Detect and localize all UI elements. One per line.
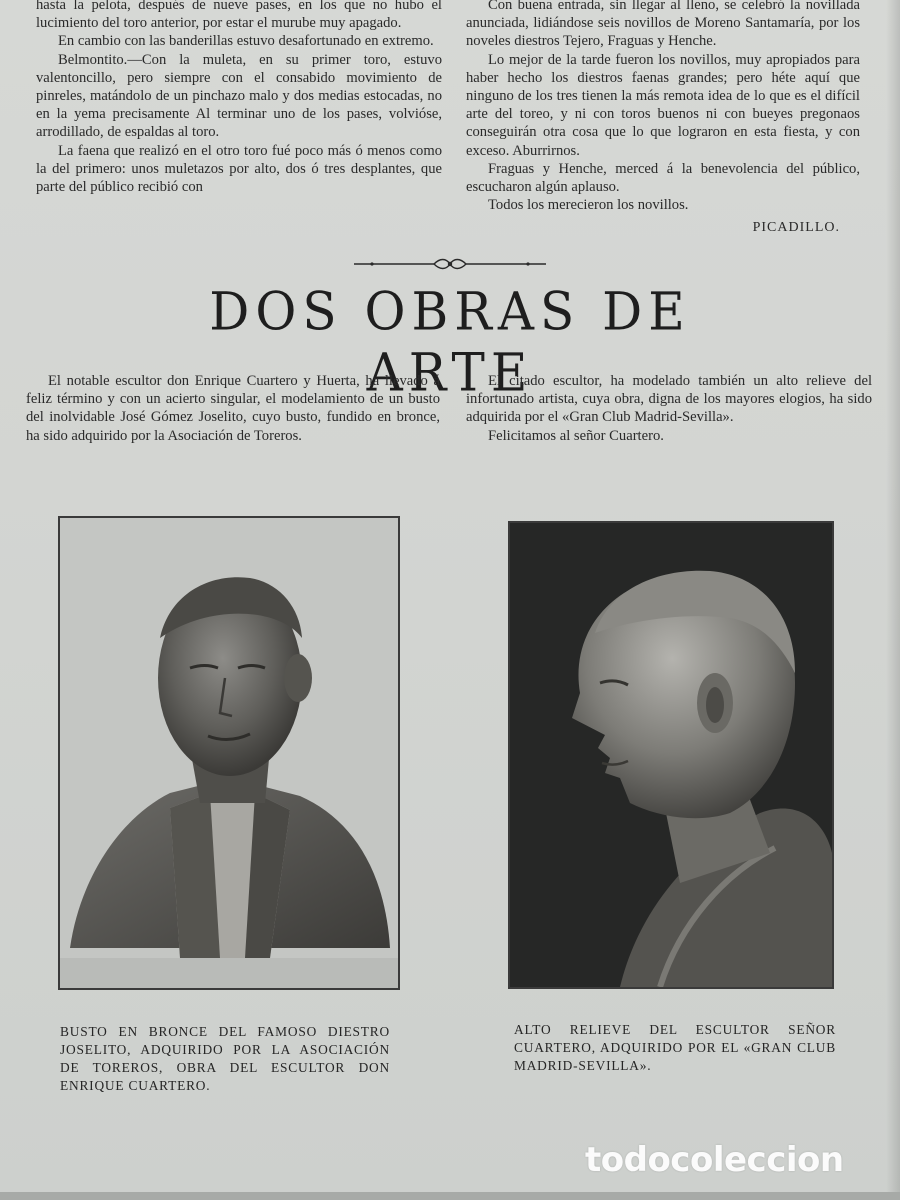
top-left-column — [36, 0, 442, 196]
text-paragraph: Fraguas y Henche, merced á la benevolencia del público, escucharon algún aplauso. — [466, 160, 860, 196]
article-right-column — [466, 372, 872, 445]
bronze-bust-image — [60, 518, 398, 988]
article-left-column — [26, 372, 440, 445]
text-paragraph: hasta la pelota, después de nueve pases, en los que no hubo el lucimiento del toro anterior, por estar el murube muy apagado. — [36, 0, 442, 32]
ornamental-divider — [352, 257, 548, 271]
text-paragraph: Lo mejor de la tarde fueron los novillos, muy apropiados para haber hecho los diestros faenas grandes; pero héte aquí que ninguno de los tres tienen la más remota idea de lo que es el difícil arte del toreo, y ni con toros buenos ni con bueyes pregonaos conseguirán otra cosa que lo que lograron en esta fiesta, y con exceso. Aburrirnos. — [466, 51, 860, 159]
high-relief-image — [510, 523, 832, 987]
bust-caption: BUSTO EN BRONCE DEL FAMOSO DIESTRO JOSELITO, ADQUIRIDO POR LA ASOCIACIÓN DE TOREROS, OBRA DEL ESCULTOR DON ENRIQUE CUARTERO. — [60, 1024, 390, 1093]
page-edge-shadow — [886, 0, 900, 1200]
relief-photo — [508, 521, 834, 989]
byline: PICADILLO. — [752, 220, 840, 235]
text-paragraph: Todos los merecieron los novillos. — [488, 197, 689, 214]
top-right-column — [466, 0, 860, 214]
text-paragraph: Con buena entrada, sin llegar al lleno, se celebró la novillada anunciada, lidiándose seis novillos de Moreno Santamaría, por los noveles diestros Tejero, Fraguas y Henche. — [466, 0, 860, 50]
text-paragraph: El notable escultor don Enrique Cuartero y Huerta, ha llevado á feliz término y con un acierto singular, el modelamiento de un busto del inolvidable José Gómez Joselito, cuyo busto, fundido en bronce, ha sido adquirido por la Asociación de Toreros. — [26, 373, 440, 444]
watermark-logo: todocoleccion — [585, 1140, 844, 1180]
article-title: DOS OBRAS DE ARTE — [209, 281, 691, 403]
text-paragraph: La faena que realizó en el otro toro fué poco más ó menos como la del primero: unos muletazos por alto, dos ó tres desplantes, que parte del público recibió con — [36, 142, 442, 196]
text-paragraph: El citado escultor, ha modelado también un alto relieve del infortunado artista, cuya obra, digna de los mayores elogios, ha sido adquirida por el «Gran Club Madrid-Sevilla». — [466, 373, 872, 426]
text-paragraph: En cambio con las banderillas estuvo desafortunado en extremo. — [58, 33, 434, 50]
relief-caption: ALTO RELIEVE DEL ESCULTOR SEÑOR CUARTERO, ADQUIRIDO POR EL «GRAN CLUB MADRID-SEVILLA». — [514, 1022, 836, 1073]
text-paragraph: Felicitamos al señor Cuartero. — [488, 427, 664, 444]
text-paragraph: Belmontito.—Con la muleta, en su primer toro, estuvo valentoncillo, pero siempre con el consabido movimiento de pinreles, matándolo de un pinchazo malo y dos medias estocadas, no en la yema precisamente Al terminar uno de los pases, volvióse, arrodillado, de espaldas al toro. — [36, 51, 442, 141]
page-bottom-edge — [0, 1192, 900, 1200]
bust-photo — [58, 516, 400, 990]
